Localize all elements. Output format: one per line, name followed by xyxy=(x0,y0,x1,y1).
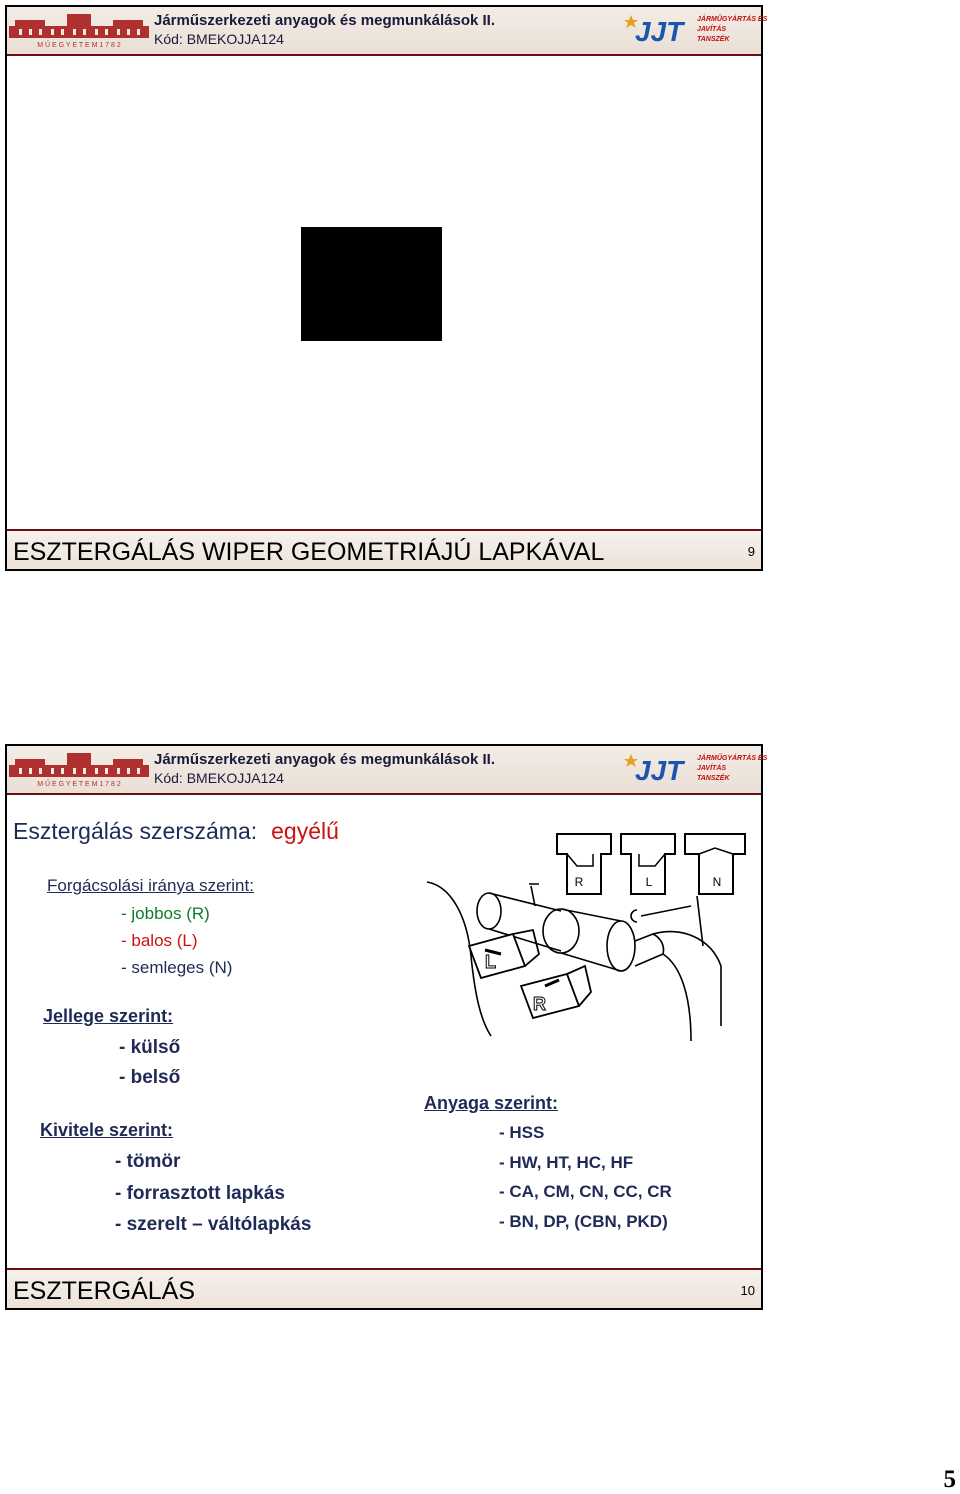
construction-title: Kivitele szerint: xyxy=(40,1120,174,1140)
jjt-logo-letters: JJT xyxy=(635,16,684,47)
insert-r xyxy=(557,834,611,894)
material-title: Anyaga szerint: xyxy=(424,1093,559,1113)
slide-header xyxy=(7,7,768,56)
construction-item-indexable: - szerelt – váltólapkás xyxy=(115,1214,312,1235)
slide-heading xyxy=(13,818,339,845)
logo-text: M Ű E G Y E T E M 1 7 8 2 xyxy=(37,781,121,788)
jjt-logo xyxy=(619,748,768,790)
slide-header xyxy=(7,746,768,795)
label-r: R xyxy=(574,875,584,889)
university-logo xyxy=(9,751,149,787)
jjt-text-3: TANSZÉK xyxy=(697,775,730,782)
slide-title: ESZTERGÁLÁS WIPER GEOMETRIÁJÚ LAPKÁVAL xyxy=(13,538,605,566)
direction-item-left: - balos (L) xyxy=(121,931,198,950)
slide-9 xyxy=(5,5,768,571)
university-logo xyxy=(9,12,149,48)
material-item-superhard: - BN, DP, (CBN, PKD) xyxy=(499,1212,668,1231)
construction-item-brazed: - forrasztott lapkás xyxy=(115,1183,285,1204)
holder-label-r: R xyxy=(533,994,546,1014)
course-title: Járműszerkezeti anyagok és megmunkálások II. xyxy=(154,751,495,768)
material-item-ceramic: - CA, CM, CN, CC, CR xyxy=(499,1182,672,1201)
redacted-image xyxy=(301,227,442,341)
character-item-external: - külső xyxy=(119,1037,181,1058)
jjt-text-1: JÁRMŰGYÁRTÁS ÉS xyxy=(697,755,768,762)
label-n: N xyxy=(712,875,722,889)
material-item-hss: - HSS xyxy=(499,1123,545,1142)
character-title: Jellege szerint: xyxy=(43,1006,174,1026)
jjt-text-1: JÁRMŰGYÁRTÁS ÉS xyxy=(697,16,768,23)
jjt-logo-letters: JJT xyxy=(635,755,684,786)
jjt-text-3: TANSZÉK xyxy=(697,36,730,43)
slide-number: 10 xyxy=(740,1283,755,1298)
slide-10 xyxy=(5,744,768,1310)
character-item-internal: - belső xyxy=(119,1067,181,1088)
direction-item-right: - jobbos (R) xyxy=(121,904,210,923)
insert-n xyxy=(685,834,745,894)
tool-holder-r xyxy=(521,966,591,1018)
material-item-carbide: - HW, HT, HC, HF xyxy=(499,1153,634,1172)
direction-item-neutral: - semleges (N) xyxy=(121,958,233,977)
holder-label-l: L xyxy=(485,952,496,972)
turning-tools-diagram xyxy=(421,826,751,1051)
slide-number: 9 xyxy=(747,544,755,559)
direction-title: Forgácsolási iránya szerint: xyxy=(47,876,254,895)
page-number: 5 xyxy=(943,1466,956,1493)
heading-text: Esztergálás szerszáma: xyxy=(13,818,258,844)
logo-text: M Ű E G Y E T E M 1 7 8 2 xyxy=(37,42,121,49)
jjt-logo xyxy=(619,9,768,51)
course-title: Járműszerkezeti anyagok és megmunkálások II. xyxy=(154,12,495,29)
course-code: Kód: BMEKOJJA124 xyxy=(154,31,284,47)
slide-footer xyxy=(7,1268,761,1308)
construction-item-solid: - tömör xyxy=(115,1151,181,1172)
label-l: L xyxy=(645,875,653,889)
jjt-text-2: JAVÍTÁS xyxy=(697,26,727,33)
tool-holder-l xyxy=(469,930,539,978)
lathe-sketch xyxy=(427,882,721,1041)
course-code: Kód: BMEKOJJA124 xyxy=(154,770,284,786)
slide-footer xyxy=(7,529,761,569)
insert-l xyxy=(621,834,675,894)
slide-title: ESZTERGÁLÁS xyxy=(13,1277,195,1305)
jjt-text-2: JAVÍTÁS xyxy=(697,765,727,772)
heading-accent: egyélű xyxy=(271,818,339,844)
